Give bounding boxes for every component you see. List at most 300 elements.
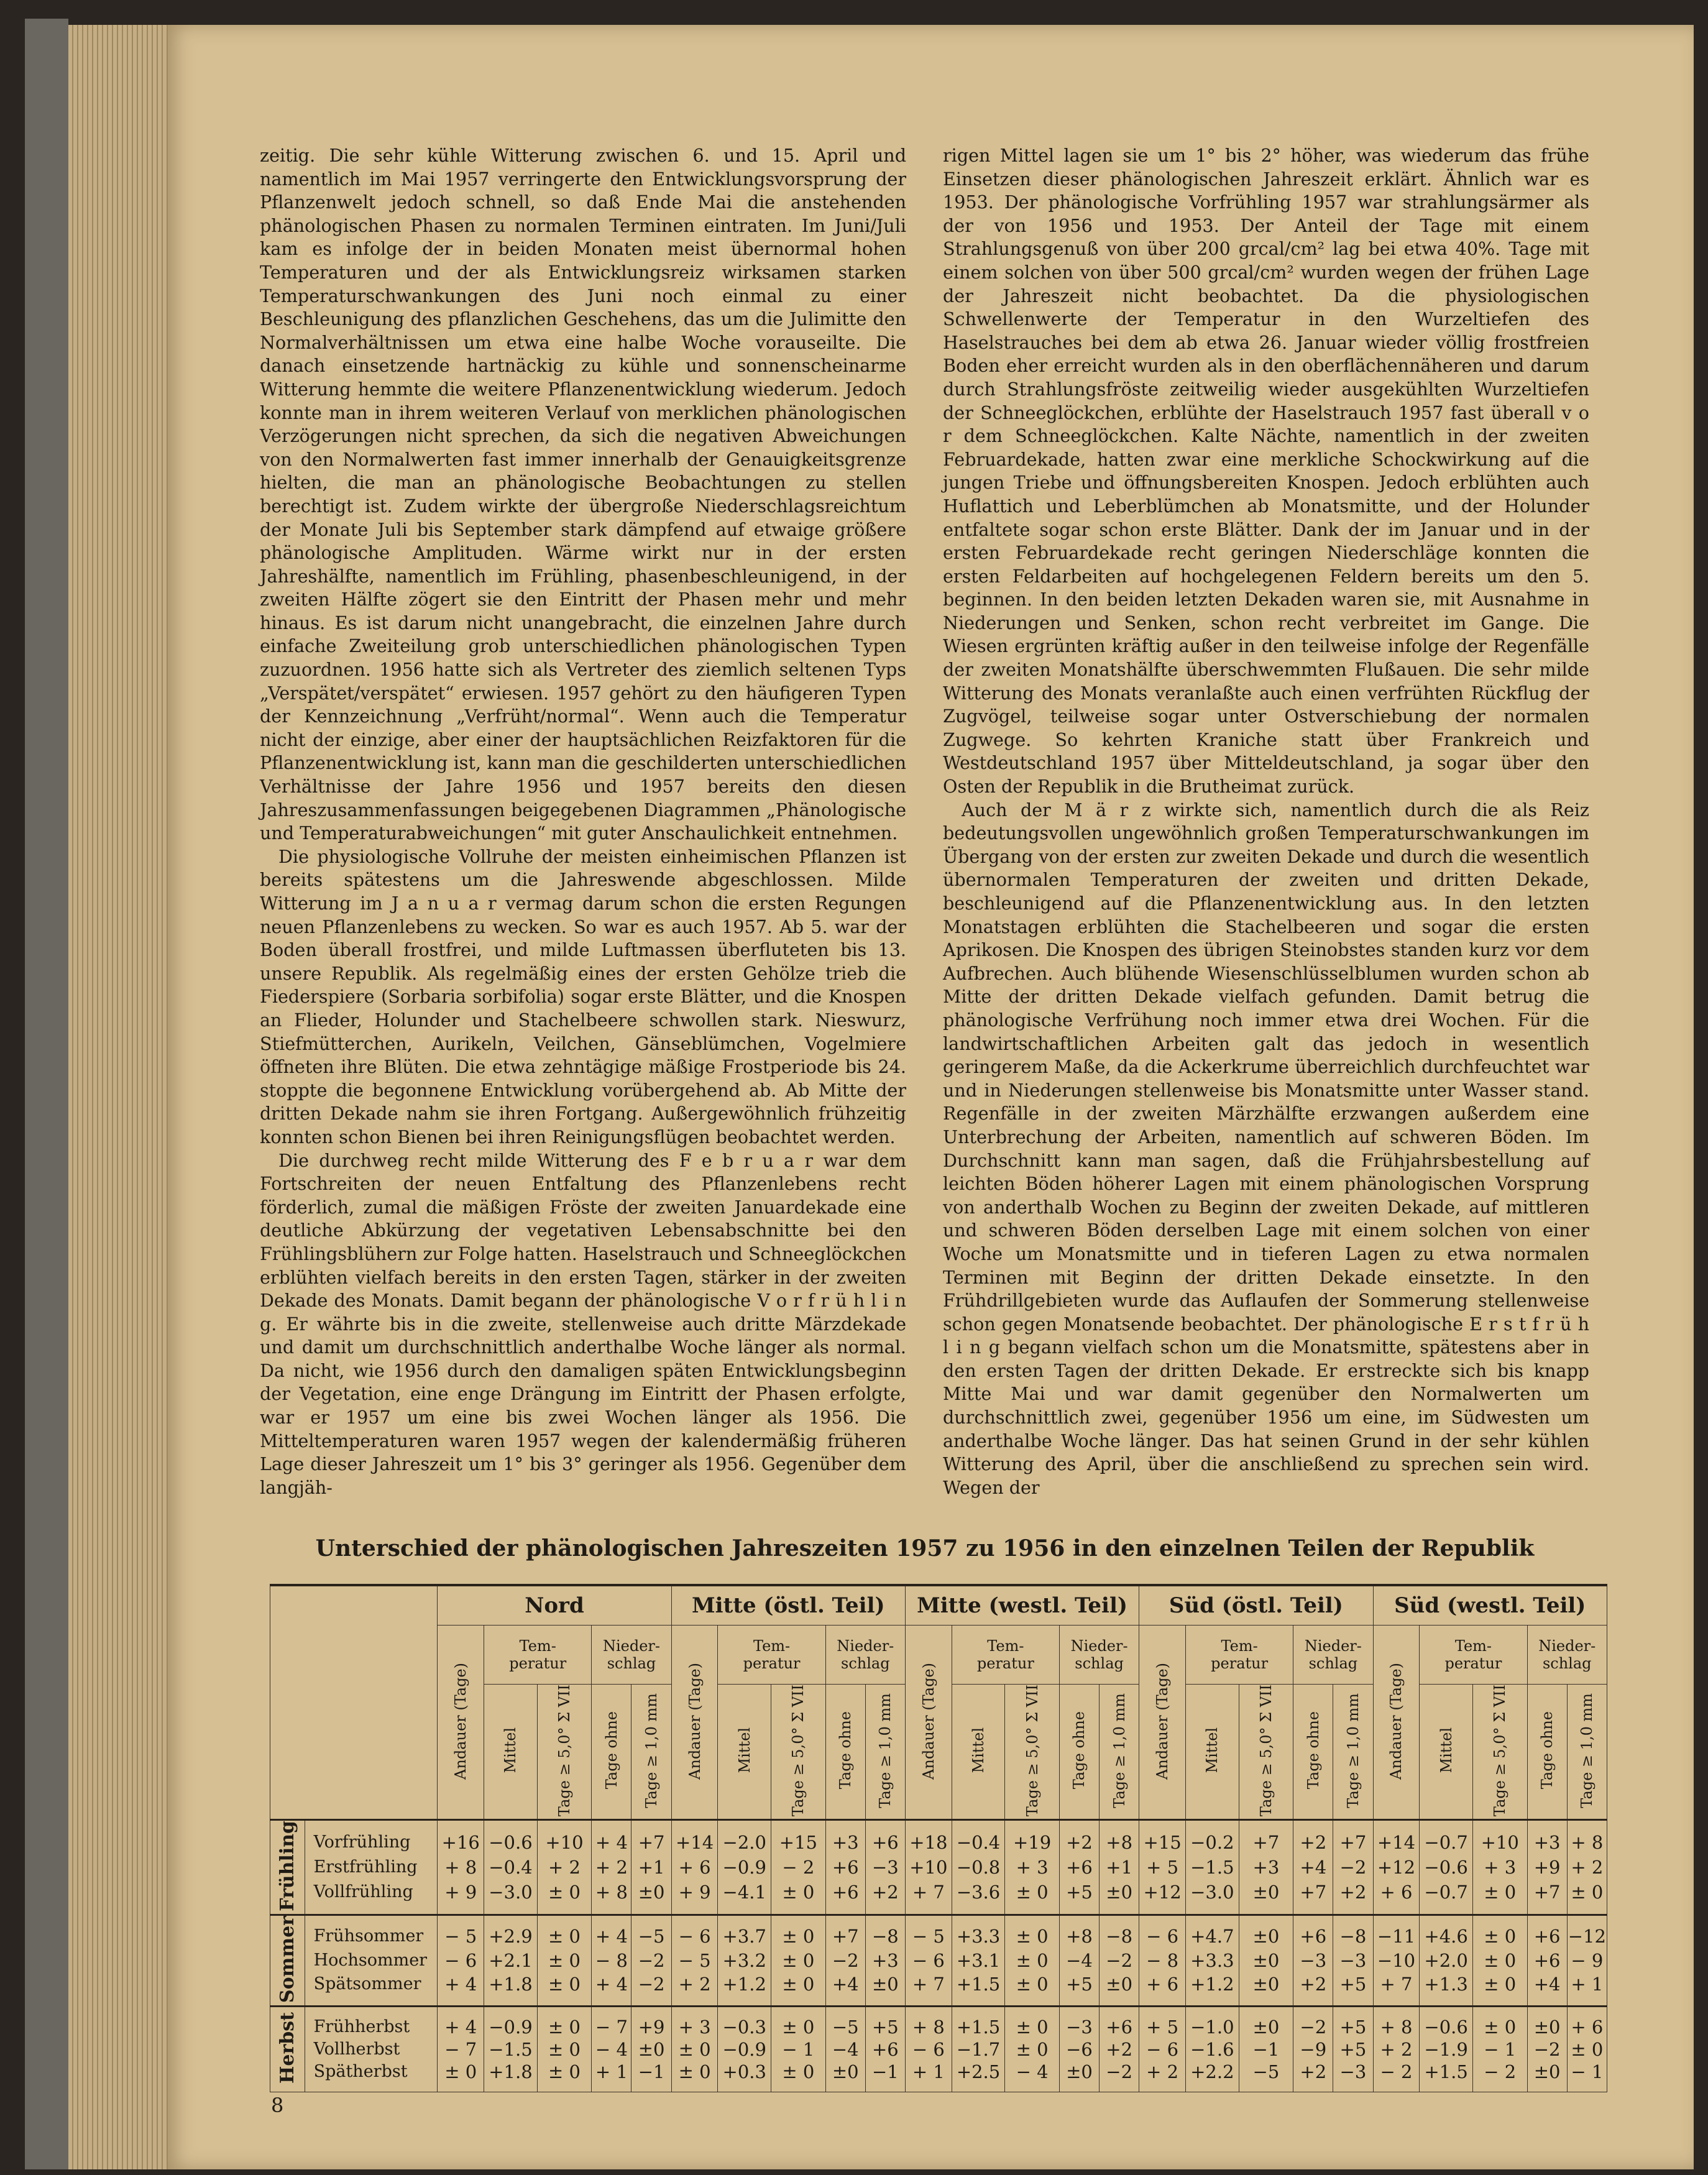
value-cell: − 1 — [771, 2038, 826, 2061]
niederschlag-header: Nieder- schlag — [592, 1626, 671, 1685]
value-cell: +5 — [1059, 1972, 1099, 2007]
tage-ge-header-label: Tage ≥ 1,0 mm — [1110, 1693, 1128, 1808]
value-cell: − 6 — [905, 2038, 952, 2061]
tage-sum-header — [1005, 1685, 1060, 1820]
value-cell: + 7 — [905, 1880, 952, 1915]
value-cell: ± 0 — [1472, 1949, 1527, 1972]
temperatur-header: Tem- peratur — [718, 1626, 825, 1685]
value-cell: +8 — [1059, 1915, 1099, 1948]
value-cell: −1.0 — [1186, 2006, 1239, 2038]
value-cell: + 2 — [592, 1855, 631, 1880]
value-cell: +3 — [865, 1949, 905, 1972]
value-cell: +3.2 — [718, 1949, 771, 1972]
value-cell: +4.6 — [1420, 1915, 1473, 1948]
value-cell: +1.3 — [1420, 1972, 1473, 2007]
value-cell: + 2 — [1567, 1855, 1607, 1880]
value-cell: − 1 — [1472, 2038, 1527, 2061]
value-cell: ± 0 — [438, 2061, 484, 2092]
value-cell: +4 — [1527, 1972, 1567, 2007]
season-label-cell — [270, 1915, 305, 2006]
niederschlag-header: Nieder- schlag — [1527, 1626, 1607, 1685]
value-cell: +2 — [1333, 1880, 1373, 1915]
value-cell: −2 — [1100, 2061, 1139, 2092]
value-cell: + 2 — [1373, 2038, 1420, 2061]
value-cell: + 8 — [1373, 2006, 1420, 2038]
tage-ohne-header — [825, 1685, 865, 1820]
value-cell: −3.6 — [952, 1880, 1005, 1915]
value-cell: − 9 — [1567, 1949, 1607, 1972]
book-spine — [25, 19, 68, 2169]
mittel-header — [952, 1685, 1005, 1820]
value-cell: + 3 — [1005, 1855, 1060, 1880]
tage-sum-header-label: Tage ≥ 5,0° Σ VII — [1257, 1685, 1275, 1817]
value-cell: −0.9 — [484, 2006, 538, 2038]
value-cell: ±0 — [1239, 1880, 1293, 1915]
value-cell: − 5 — [671, 1949, 718, 1972]
value-cell: +2.1 — [484, 1949, 538, 1972]
value-cell: + 4 — [438, 2006, 484, 2038]
value-cell: −3.0 — [484, 1880, 538, 1915]
value-cell: + 8 — [1567, 1820, 1607, 1855]
value-cell: +4 — [825, 1972, 865, 2007]
phase-label: Hochsommer — [305, 1949, 438, 1972]
value-cell: ± 0 — [537, 1915, 592, 1948]
value-cell: + 1 — [1567, 1972, 1607, 2007]
tage-sum-header-label: Tage ≥ 5,0° Σ VII — [1491, 1685, 1509, 1817]
value-cell: +1.8 — [484, 1972, 538, 2007]
tage-ohne-header — [1293, 1685, 1333, 1820]
value-cell: +3.3 — [952, 1915, 1005, 1948]
value-cell: + 5 — [1139, 1855, 1186, 1880]
table-row — [270, 1855, 1607, 1880]
value-cell: −8 — [1100, 1915, 1139, 1948]
value-cell: −4 — [1059, 1949, 1099, 1972]
value-cell: ±0 — [1527, 2061, 1567, 2092]
value-cell: −5 — [631, 1915, 671, 1948]
mittel-header — [1186, 1685, 1239, 1820]
value-cell: ± 0 — [671, 2061, 718, 2092]
value-cell: +15 — [1139, 1820, 1186, 1855]
value-cell: −9 — [1293, 2038, 1333, 2061]
value-cell: −12 — [1567, 1915, 1607, 1948]
tage-ge-header — [865, 1685, 905, 1820]
value-cell: + 6 — [1567, 2006, 1607, 2038]
value-cell: −3 — [1333, 2061, 1373, 2092]
value-cell: − 6 — [671, 1915, 718, 1948]
value-cell: ±0 — [1527, 2006, 1567, 2038]
value-cell: + 3 — [1472, 1855, 1527, 1880]
value-cell: −3 — [1333, 1949, 1373, 1972]
value-cell: + 1 — [905, 2061, 952, 2092]
value-cell: −0.6 — [1420, 2006, 1473, 2038]
value-cell: +1.2 — [1186, 1972, 1239, 2007]
value-cell: −1.6 — [1186, 2038, 1239, 2061]
value-cell: −10 — [1373, 1949, 1420, 1972]
value-cell: +6 — [825, 1855, 865, 1880]
value-cell: + 2 — [537, 1855, 592, 1880]
value-cell: +1.8 — [484, 2061, 538, 2092]
value-cell: −2 — [1100, 1949, 1139, 1972]
value-cell: +6 — [865, 1820, 905, 1855]
value-cell: ± 0 — [1472, 2006, 1527, 2038]
page-stack-edges — [68, 25, 168, 2169]
value-cell: +2 — [1293, 1972, 1333, 2007]
tage-sum-header — [1472, 1685, 1527, 1820]
value-cell: ±0 — [865, 1972, 905, 2007]
value-cell: +6 — [865, 2038, 905, 2061]
value-cell: −4.1 — [718, 1880, 771, 1915]
value-cell: −8 — [1333, 1915, 1373, 1948]
value-cell: + 4 — [592, 1972, 631, 2007]
value-cell: +14 — [1373, 1820, 1420, 1855]
value-cell: − 6 — [905, 1949, 952, 1972]
value-cell: − 2 — [771, 1855, 826, 1880]
value-cell: +7 — [825, 1915, 865, 1948]
andauer-header — [1373, 1626, 1420, 1820]
value-cell: + 4 — [592, 1820, 631, 1855]
tage-ge-header-label: Tage ≥ 1,0 mm — [643, 1693, 661, 1808]
page-number: 8 — [271, 2094, 284, 2117]
value-cell: +6 — [1059, 1855, 1099, 1880]
value-cell: +3 — [825, 1820, 865, 1855]
value-cell: − 8 — [592, 1949, 631, 1972]
value-cell: +3.7 — [718, 1915, 771, 1948]
value-cell: +5 — [865, 2006, 905, 2038]
tage-ohne-header — [1527, 1685, 1567, 1820]
value-cell: + 6 — [1139, 1972, 1186, 2007]
value-cell: − 6 — [1139, 1915, 1186, 1948]
value-cell: − 6 — [1139, 2038, 1186, 2061]
mittel-header — [484, 1685, 538, 1820]
phase-label: Vorfrühling — [305, 1820, 438, 1855]
value-cell: −2.0 — [718, 1820, 771, 1855]
value-cell: ± 0 — [771, 1949, 826, 1972]
andauer-label: Andauer (Tage) — [1154, 1662, 1172, 1780]
tage-sum-header — [1239, 1685, 1293, 1820]
value-cell: + 7 — [905, 1972, 952, 2007]
value-cell: + 3 — [671, 2006, 718, 2038]
phase-label: Spätherbst — [305, 2061, 438, 2092]
value-cell: +2 — [1293, 2061, 1333, 2092]
value-cell: − 1 — [1567, 2061, 1607, 2092]
paragraph: Die durchweg recht milde Witterung des F e b r u a r war dem Fortschreiten der neuen Entfaltung des Pflanzenlebens recht förderlich, zumal die mäßigen Fröste der zweiten Januardekade eine deutliche Abkürzung der vegetativen Lebensabschnitte bei den Frühlingsblühern zur Folge hatten. Haselstrauch und Schneeglöckchen erblühten vielfach bereits in den ersten Tagen, stärker in der zweiten Dekade des Monats. Damit begann der phänologische V o r f r ü h l i n g. Er währte bis in die zweite, stellenweise auch dritte Märzdekade und damit um durchschnittlich anderthalbe Woche länger als normal. Da nicht, wie 1956 durch den damaligen späten Entwicklungsbeginn der Vegetation, eine enge Drängung im Eintritt der Phasen erfolgte, war er 1957 um eine bis zwei Wochen länger als 1956. Die Mitteltemperaturen waren 1957 wegen der kalendermäßig früheren Lage dieser Jahreszeit um 1° bis 3° geringer als 1956. Gegenüber dem langjäh- — [260, 1149, 906, 1498]
mittel-header-label: Mittel — [502, 1727, 520, 1773]
value-cell: −1.9 — [1420, 2038, 1473, 2061]
table-title: Unterschied der phänologischen Jahreszeiten 1957 zu 1956 in den einzelnen Teilen der Republik — [315, 1535, 1535, 1561]
tage-ohne-header-label: Tage ohne — [602, 1711, 620, 1790]
value-cell: +2.5 — [952, 2061, 1005, 2092]
andauer-header — [671, 1626, 718, 1820]
table-row — [270, 2061, 1607, 2092]
value-cell: +6 — [825, 1880, 865, 1915]
season-label-cell — [270, 1820, 305, 1915]
value-cell: +0.3 — [718, 2061, 771, 2092]
value-cell: +10 — [905, 1855, 952, 1880]
value-cell: +7 — [1333, 1820, 1373, 1855]
niederschlag-header: Nieder- schlag — [1293, 1626, 1373, 1685]
value-cell: ± 0 — [537, 2038, 592, 2061]
phase-label: Vollherbst — [305, 2038, 438, 2061]
season-label-cell — [270, 2006, 305, 2092]
mittel-header-label: Mittel — [970, 1727, 988, 1773]
tage-ohne-header-label: Tage ohne — [1070, 1711, 1088, 1790]
table-row — [270, 1915, 1607, 1948]
value-cell: +6 — [1527, 1949, 1567, 1972]
table-corner — [270, 1585, 438, 1820]
value-cell: +2.0 — [1420, 1949, 1473, 1972]
tage-sum-header-label: Tage ≥ 5,0° Σ VII — [789, 1685, 807, 1817]
value-cell: + 8 — [438, 1855, 484, 1880]
value-cell: ± 0 — [537, 1949, 592, 1972]
value-cell: ± 0 — [1472, 1972, 1527, 2007]
value-cell: −8 — [865, 1915, 905, 1948]
value-cell: + 4 — [438, 1972, 484, 2007]
value-cell: −2 — [825, 1949, 865, 1972]
phase-label: Vollfrühling — [305, 1880, 438, 1915]
tage-sum-header — [771, 1685, 826, 1820]
value-cell: −3.0 — [1186, 1880, 1239, 1915]
value-cell: ±0 — [1100, 1972, 1139, 2007]
value-cell: −0.8 — [952, 1855, 1005, 1880]
region-header: Mitte (östl. Teil) — [671, 1585, 905, 1626]
table-row — [270, 1949, 1607, 1972]
paragraph: zeitig. Die sehr kühle Witterung zwischen 6. und 15. April und namentlich im Mai 1957 verringerte den Entwicklungsvorsprung der Pflanzenwelt jedoch schnell, so daß Ende Mai die anstehenden phänologischen Phasen zu normalen Terminen eintraten. Im Juni/Juli kam es infolge der in beiden Monaten meist übernormal hohen Temperaturen und der als Entwicklungsreiz wirksamen starken Temperaturschwankungen des Juni noch einmal zu einer Beschleunigung des pflanzlichen Geschehens, das um die Julimitte den Normalverhältnissen um etwa eine halbe Woche vorauseilte. Die danach einsetzende hartnäckig zu kühle und sonnenscheinarme Witterung hemmte die weitere Pflanzenentwicklung wiederum. Jedoch konnte man in ihrem weiteren Verlauf von merklichen phänologischen Verzögerungen nicht sprechen, da sich die negativen Abweichungen von den Normalwerten fast immer innerhalb der Genauigkeitsgrenze hielten, die man an phänologische Beobachtungen zu stellen berechtigt ist. Zudem wirkte der übergroße Niederschlagsreichtum der Monate Juli bis September stark dämpfend auf etwaige größere phänologische Amplituden. Wärme wirkt nur in der ersten Jahreshälfte, namentlich im Frühling, phasenbeschleunigend, in der zweiten Hälfte zögert sie den Eintritt der Phasen mehr und mehr hinaus. Es ist darum nicht unangebracht, die einzelnen Jahre durch einfache Zweiteilung grob unterschiedlichen phänologischen Typen zuzuordnen. 1956 hatte sich als Vertreter des ziemlich seltenen Typs „Verspätet/verspätet“ erwiesen. 1957 gehört zu den häufigeren Typen der Kennzeichnung „Verfrüht/normal“. Wenn auch die Temperatur nicht der einzige, aber einer der hauptsächlichen Reizfaktoren für die Pflanzenentwicklung ist, kann man die geschilderten unterschiedlichen Verhältnisse der Jahre 1956 und 1957 bereits den diesen Jahreszusammenfassungen beigegebenen Diagrammen „Phänologische und Temperaturabweichungen“ mit guter Anschaulichkeit entnehmen. — [260, 145, 906, 844]
value-cell: −3 — [865, 1855, 905, 1880]
table-row — [270, 1972, 1607, 2007]
table-row — [270, 2006, 1607, 2038]
tage-ge-header — [631, 1685, 671, 1820]
value-cell: +2 — [1100, 2038, 1139, 2061]
andauer-header — [1139, 1626, 1186, 1820]
value-cell: ± 0 — [771, 2061, 826, 2092]
value-cell: ± 0 — [1567, 2038, 1607, 2061]
value-cell: − 7 — [592, 2006, 631, 2038]
value-cell: +5 — [1333, 2006, 1373, 2038]
value-cell: −2 — [1527, 2038, 1567, 2061]
value-cell: ± 0 — [537, 1972, 592, 2007]
value-cell: −0.4 — [952, 1820, 1005, 1855]
value-cell: −11 — [1373, 1915, 1420, 1948]
value-cell: +3 — [1527, 1820, 1567, 1855]
value-cell: −1 — [865, 2061, 905, 2092]
season-label: Sommer — [276, 1915, 298, 2003]
andauer-header — [438, 1626, 484, 1820]
value-cell: ± 0 — [537, 2006, 592, 2038]
temperatur-header: Tem- peratur — [484, 1626, 592, 1685]
value-cell: −2 — [631, 1972, 671, 2007]
value-cell: +2 — [1059, 1820, 1099, 1855]
value-cell: +2 — [865, 1880, 905, 1915]
phase-label: Frühsommer — [305, 1915, 438, 1948]
text-column-left — [260, 144, 906, 1499]
value-cell: ± 0 — [537, 2061, 592, 2092]
value-cell: ± 0 — [771, 2006, 826, 2038]
value-cell: +12 — [1139, 1880, 1186, 1915]
value-cell: −2 — [1293, 2006, 1333, 2038]
value-cell: +6 — [1100, 2006, 1139, 2038]
value-cell: −0.4 — [484, 1855, 538, 1880]
tage-ohne-header-label: Tage ohne — [837, 1711, 855, 1790]
value-cell: +3 — [1239, 1855, 1293, 1880]
value-cell: +15 — [771, 1820, 826, 1855]
value-cell: +3.3 — [1186, 1949, 1239, 1972]
paragraph: Auch der M ä r z wirkte sich, namentlich durch die als Reiz bedeutungsvollen ungewöhnlich großen Temperaturschwankungen im Übergang von der ersten zur zweiten Dekade und durch die wesentlich übernormalen Temperaturen der zweiten und dritten Dekade, beschleunigend auf die Pflanzenentwicklung aus. In den letzten Monatstagen erblühten die Stachelbeeren und sogar die ersten Aprikosen. Die Knospen des übrigen Steinobstes standen kurz vor dem Aufbrechen. Auch blühende Wiesenschlüsselblumen wurden schon ab Mitte der dritten Dekade vielfach gefunden. Damit betrug die phänologische Verfrühung noch immer etwa drei Wochen. Für die landwirtschaftlichen Arbeiten galt das jedoch in wesentlich geringerem Maße, da die Ackerkrume überreichlich durchfeuchtet war und in Niederungen stellenweise bis Monatsmitte unter Wasser stand. Regenfälle in der zweiten Märzhälfte erzwangen außerdem eine Unterbrechung der Arbeiten, namentlich auf schweren Böden. Im Durchschnitt kann man sagen, daß die Frühjahrsbestellung auf leichten Böden höherer Lagen mit einem phänologischen Vorsprung von anderthalb Wochen zu Beginn der zweiten Dekade, auf mittleren und schweren Böden derselben Lage mit einem solchen von einer Woche um Monatsmitte und in tieferen Lagen zu etwa normalen Terminen mit Beginn der dritten Dekade einsetzte. In den Frühdrillgebieten wurde das Auflaufen der Sommerung stellenweise schon gegen Monatsende beobachtet. Der phänologische E r s t f r ü h l i n g begann vielfach schon um die Monatsmitte, spätestens aber in den ersten Tagen der dritten Dekade. Er erstreckte sich bis knapp Mitte Mai und war damit gegenüber den Normalwerten um durchschnittlich zwei, gegenüber 1956 um eine, im Südwesten um anderthalbe Woche länger. Das hat seinen Grund in der sehr kühlen Witterung des April, über die anschließend zu sprechen sein wird. Wegen der — [943, 799, 1589, 1498]
value-cell: − 4 — [1005, 2061, 1060, 2092]
phase-label: Spätsommer — [305, 1972, 438, 2007]
value-cell: −0.9 — [718, 1855, 771, 1880]
value-cell: − 5 — [905, 1915, 952, 1948]
value-cell: ±0 — [1239, 2006, 1293, 2038]
value-cell: − 4 — [592, 2038, 631, 2061]
value-cell: +9 — [631, 2006, 671, 2038]
temperatur-header: Tem- peratur — [1186, 1626, 1293, 1685]
value-cell: ± 0 — [771, 1915, 826, 1948]
value-cell: +16 — [438, 1820, 484, 1855]
value-cell: +1.5 — [952, 1972, 1005, 2007]
value-cell: −0.7 — [1420, 1820, 1473, 1855]
value-cell: −1.5 — [484, 2038, 538, 2061]
value-cell: ± 0 — [771, 1972, 826, 2007]
value-cell: +4 — [1293, 1855, 1333, 1880]
value-cell: ±0 — [825, 2061, 865, 2092]
value-cell: ± 0 — [1472, 1880, 1527, 1915]
value-cell: +4.7 — [1186, 1915, 1239, 1948]
value-cell: +5 — [1059, 1880, 1099, 1915]
table-row — [270, 1820, 1607, 1855]
value-cell: − 2 — [1472, 2061, 1527, 2092]
value-cell: ± 0 — [1005, 1972, 1060, 2007]
value-cell: + 1 — [592, 2061, 631, 2092]
value-cell: + 7 — [1373, 1972, 1420, 2007]
tage-ohne-header-label: Tage ohne — [1538, 1711, 1556, 1790]
value-cell: −2 — [1333, 1855, 1373, 1880]
value-cell: + 9 — [438, 1880, 484, 1915]
value-cell: + 6 — [671, 1855, 718, 1880]
phenology-data-table — [270, 1584, 1607, 2092]
value-cell: + 9 — [671, 1880, 718, 1915]
value-cell: ± 0 — [671, 2038, 718, 2061]
andauer-label: Andauer (Tage) — [686, 1662, 704, 1780]
value-cell: +1 — [1100, 1855, 1139, 1880]
value-cell: +7 — [1527, 1880, 1567, 1915]
value-cell: +6 — [1527, 1915, 1567, 1948]
region-header: Nord — [438, 1585, 671, 1626]
value-cell: ±0 — [631, 2038, 671, 2061]
value-cell: +18 — [905, 1820, 952, 1855]
region-header: Süd (östl. Teil) — [1139, 1585, 1373, 1626]
value-cell: −3 — [1059, 2006, 1099, 2038]
value-cell: −1 — [631, 2061, 671, 2092]
andauer-label: Andauer (Tage) — [919, 1662, 937, 1780]
value-cell: +1.2 — [718, 1972, 771, 2007]
temperatur-header: Tem- peratur — [952, 1626, 1059, 1685]
value-cell: +5 — [1333, 2038, 1373, 2061]
value-cell: ± 0 — [537, 1880, 592, 1915]
value-cell: −1.7 — [952, 2038, 1005, 2061]
value-cell: −5 — [1239, 2061, 1293, 2092]
value-cell: + 8 — [905, 2006, 952, 2038]
region-header: Süd (westl. Teil) — [1373, 1585, 1607, 1626]
value-cell: +2 — [1293, 1820, 1333, 1855]
tage-ohne-header-label: Tage ohne — [1304, 1711, 1322, 1790]
mittel-header-label: Mittel — [1437, 1727, 1455, 1773]
table-row — [270, 2038, 1607, 2061]
value-cell: ±0 — [1239, 1915, 1293, 1948]
value-cell: + 2 — [1139, 2061, 1186, 2092]
value-cell: +3.1 — [952, 1949, 1005, 1972]
tage-ge-header — [1100, 1685, 1139, 1820]
tage-ohne-header — [592, 1685, 631, 1820]
value-cell: +12 — [1373, 1855, 1420, 1880]
mittel-header — [1420, 1685, 1473, 1820]
value-cell: +8 — [1100, 1820, 1139, 1855]
season-label: Herbst — [276, 2012, 298, 2084]
value-cell: −0.2 — [1186, 1820, 1239, 1855]
value-cell: − 5 — [438, 1915, 484, 1948]
andauer-header — [905, 1626, 952, 1820]
paragraph: Die physiologische Vollruhe der meisten einheimischen Pflanzen ist bereits spätestens um die Jahreswende abgeschlossen. Milde Witterung im J a n u a r vermag darum schon die ersten Regungen neuen Pflanzenlebens zu wecken. So war es auch 1957. Ab 5. war der Boden überall frostfrei, und milde Luftmassen überfluteten bis 13. unsere Republik. Als regelmäßig eines der ersten Gehölze trieb die Fiederspiere (Sorbaria sorbifolia) sogar erste Blätter, und die Knospen an Flieder, Holunder und Stachelbeere schwollen stark. Nieswurz, Stiefmütterchen, Aurikeln, Veilchen, Gänseblümchen, Vogelmiere öffneten ihre Blüten. Die etwa zehntägige mäßige Frostperiode bis 24. stoppte die begonnene Entwicklung vorübergehend ab. Ab Mitte der dritten Dekade nahm sie ihren Fortgang. Außergewöhnlich frühzeitig konnten schon Bienen bei ihren Reinigungsflügen beobachtet werden. — [260, 845, 906, 1147]
value-cell: + 4 — [592, 1915, 631, 1948]
value-cell: −5 — [825, 2006, 865, 2038]
value-cell: +14 — [671, 1820, 718, 1855]
tage-ohne-header — [1059, 1685, 1099, 1820]
value-cell: ± 0 — [1567, 1880, 1607, 1915]
niederschlag-header: Nieder- schlag — [825, 1626, 905, 1685]
tage-sum-header-label: Tage ≥ 5,0° Σ VII — [556, 1685, 574, 1817]
mittel-header-label: Mittel — [735, 1727, 753, 1773]
value-cell: ±0 — [1239, 1972, 1293, 2007]
value-cell: ± 0 — [1005, 2006, 1060, 2038]
value-cell: + 2 — [671, 1972, 718, 2007]
value-cell: −0.3 — [718, 2006, 771, 2038]
value-cell: +1.5 — [952, 2006, 1005, 2038]
value-cell: ± 0 — [1005, 1915, 1060, 1948]
table-row — [270, 1880, 1607, 1915]
value-cell: ±0 — [1059, 2061, 1099, 2092]
value-cell: −1 — [1239, 2038, 1293, 2061]
value-cell: +10 — [537, 1820, 592, 1855]
value-cell: ± 0 — [1005, 2038, 1060, 2061]
value-cell: ± 0 — [1005, 1949, 1060, 1972]
paragraph: rigen Mittel lagen sie um 1° bis 2° höher, was wiederum das frühe Einsetzen dieser phänologischen Jahreszeit erklärt. Ähnlich war es 1953. Der phänologische Vorfrühling 1957 war strahlungsärmer als der von 1956 und 1953. Der Anteil der Tage mit einem Strahlungsgenuß von über 200 grcal/cm² lag bei etwa 40%. Tage mit einem solchen von über 500 grcal/cm² wurden wegen der frühen Lage der Jahreszeit nicht beobachtet. Da die physiologischen Schwellenwerte der Temperatur in den Wurzeltiefen des Haselstrauches bei dem ab etwa 26. Januar wieder völlig frostfreien Boden eher erreicht wurden als in den oberflächennäheren und darum durch Strahlungsfröste zeitweilig wieder ausgekühlten Wurzeltiefen der Schneeglöckchen, erblühte der Haselstrauch 1957 fast überall v o r dem Schneeglöckchen. Kalte Nächte, namentlich in der zweiten Februardekade, hatten zwar eine merkliche Schockwirkung auf die jungen Triebe und öffnungsbereiten Knospen. Jedoch erblühten auch Huflattich und Leberblümchen ab Monatsmitte, und der Holunder entfaltete sogar schon erste Blätter. Dank der im Januar und in der ersten Februardekade recht geringen Niederschläge konnten die ersten Feldarbeiten auf hochgelegenen Feldern bereits um den 5. beginnen. In den beiden letzten Dekaden waren sie, mit Ausnahme in Niederungen und Senken, schon recht verbreitet im Gange. Die Wiesen ergrünten kräftig außer in den teilweise infolge der Regenfälle der zweiten Monatshälfte überschwemmten Flußauen. Die sehr milde Witterung des Monats veranlaßte auch einen verfrühten Rückflug der Zugvögel, teilweise sogar unter Ostverschiebung der normalen Zugwege. So kehrten Kraniche statt über Frankreich und Westdeutschland 1957 über Mitteldeutschland, ja sogar über den Osten der Republik in die Brutheimat zurück. — [943, 145, 1589, 798]
phase-label: Erstfrühling — [305, 1855, 438, 1880]
value-cell: +1 — [631, 1855, 671, 1880]
value-cell: − 2 — [1373, 2061, 1420, 2092]
phenology-table — [270, 1584, 1607, 2092]
value-cell: +2.9 — [484, 1915, 538, 1948]
value-cell: + 6 — [1373, 1880, 1420, 1915]
phase-label: Frühherbst — [305, 2006, 438, 2038]
value-cell: + 8 — [592, 1880, 631, 1915]
niederschlag-header: Nieder- schlag — [1059, 1626, 1139, 1685]
value-cell: +1.5 — [1420, 2061, 1473, 2092]
value-cell: ±0 — [631, 1880, 671, 1915]
mittel-header-label: Mittel — [1203, 1727, 1221, 1773]
value-cell: −4 — [825, 2038, 865, 2061]
season-label: Frühling — [276, 1821, 298, 1911]
value-cell: +7 — [1293, 1880, 1333, 1915]
text-column-right — [943, 144, 1589, 1499]
value-cell: +7 — [631, 1820, 671, 1855]
value-cell: −3 — [1293, 1949, 1333, 1972]
value-cell: − 6 — [438, 1949, 484, 1972]
value-cell: ± 0 — [771, 1880, 826, 1915]
value-cell: − 8 — [1139, 1949, 1186, 1972]
value-cell: ± 0 — [1472, 1915, 1527, 1948]
value-cell: +7 — [1239, 1820, 1293, 1855]
tage-ge-header — [1567, 1685, 1607, 1820]
value-cell: + 5 — [1139, 2006, 1186, 2038]
